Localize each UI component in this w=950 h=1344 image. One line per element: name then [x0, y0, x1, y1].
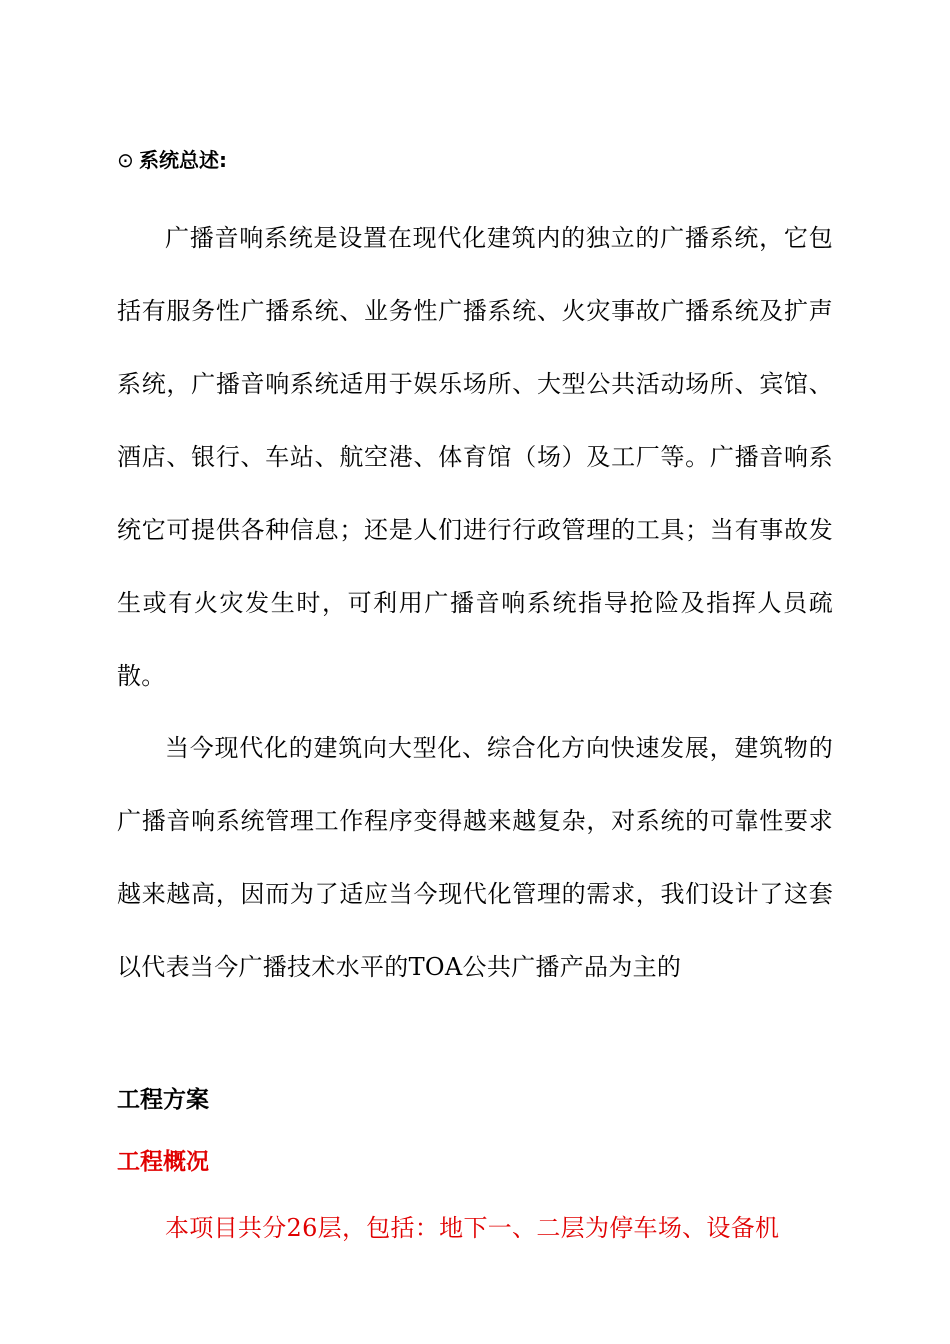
project-plan-heading: 工程方案 — [117, 1087, 209, 1113]
circle-dot-icon: ⊙ — [117, 148, 134, 172]
system-overview-title: 系统总述: — [139, 148, 227, 172]
project-overview-subheading: 工程概况 — [117, 1149, 209, 1175]
paragraph-modern-buildings: 当今现代化的建筑向大型化、综合化方向快速发展，建筑物的广播音响系统管理工作程序变得越来越复杂，对系统的可靠性要求越来越高，因而为了适应当今现代化管理的需求，我们设计了这套以代表当今广播技术水平的TOA公共广播产品为主的 — [117, 734, 833, 981]
system-overview-heading — [117, 146, 227, 174]
paragraph-project-overview: 本项目共分26层，包括：地下一、二层为停车场、设备机 — [165, 1214, 780, 1242]
paragraph-system-description: 广播音响系统是设置在现代化建筑内的独立的广播系统，它包括有服务性广播系统、业务性广播系统、火灾事故广播系统及扩声系统，广播音响系统适用于娱乐场所、大型公共活动场所、宾馆、酒店、银行、车站、航空港、体育馆（场）及工厂等。广播音响系统它可提供各种信息；还是人们进行行政管理的工具；当有事故发生或有火灾发生时，可利用广播音响系统指导抢险及指挥人员疏散。 — [117, 224, 833, 690]
